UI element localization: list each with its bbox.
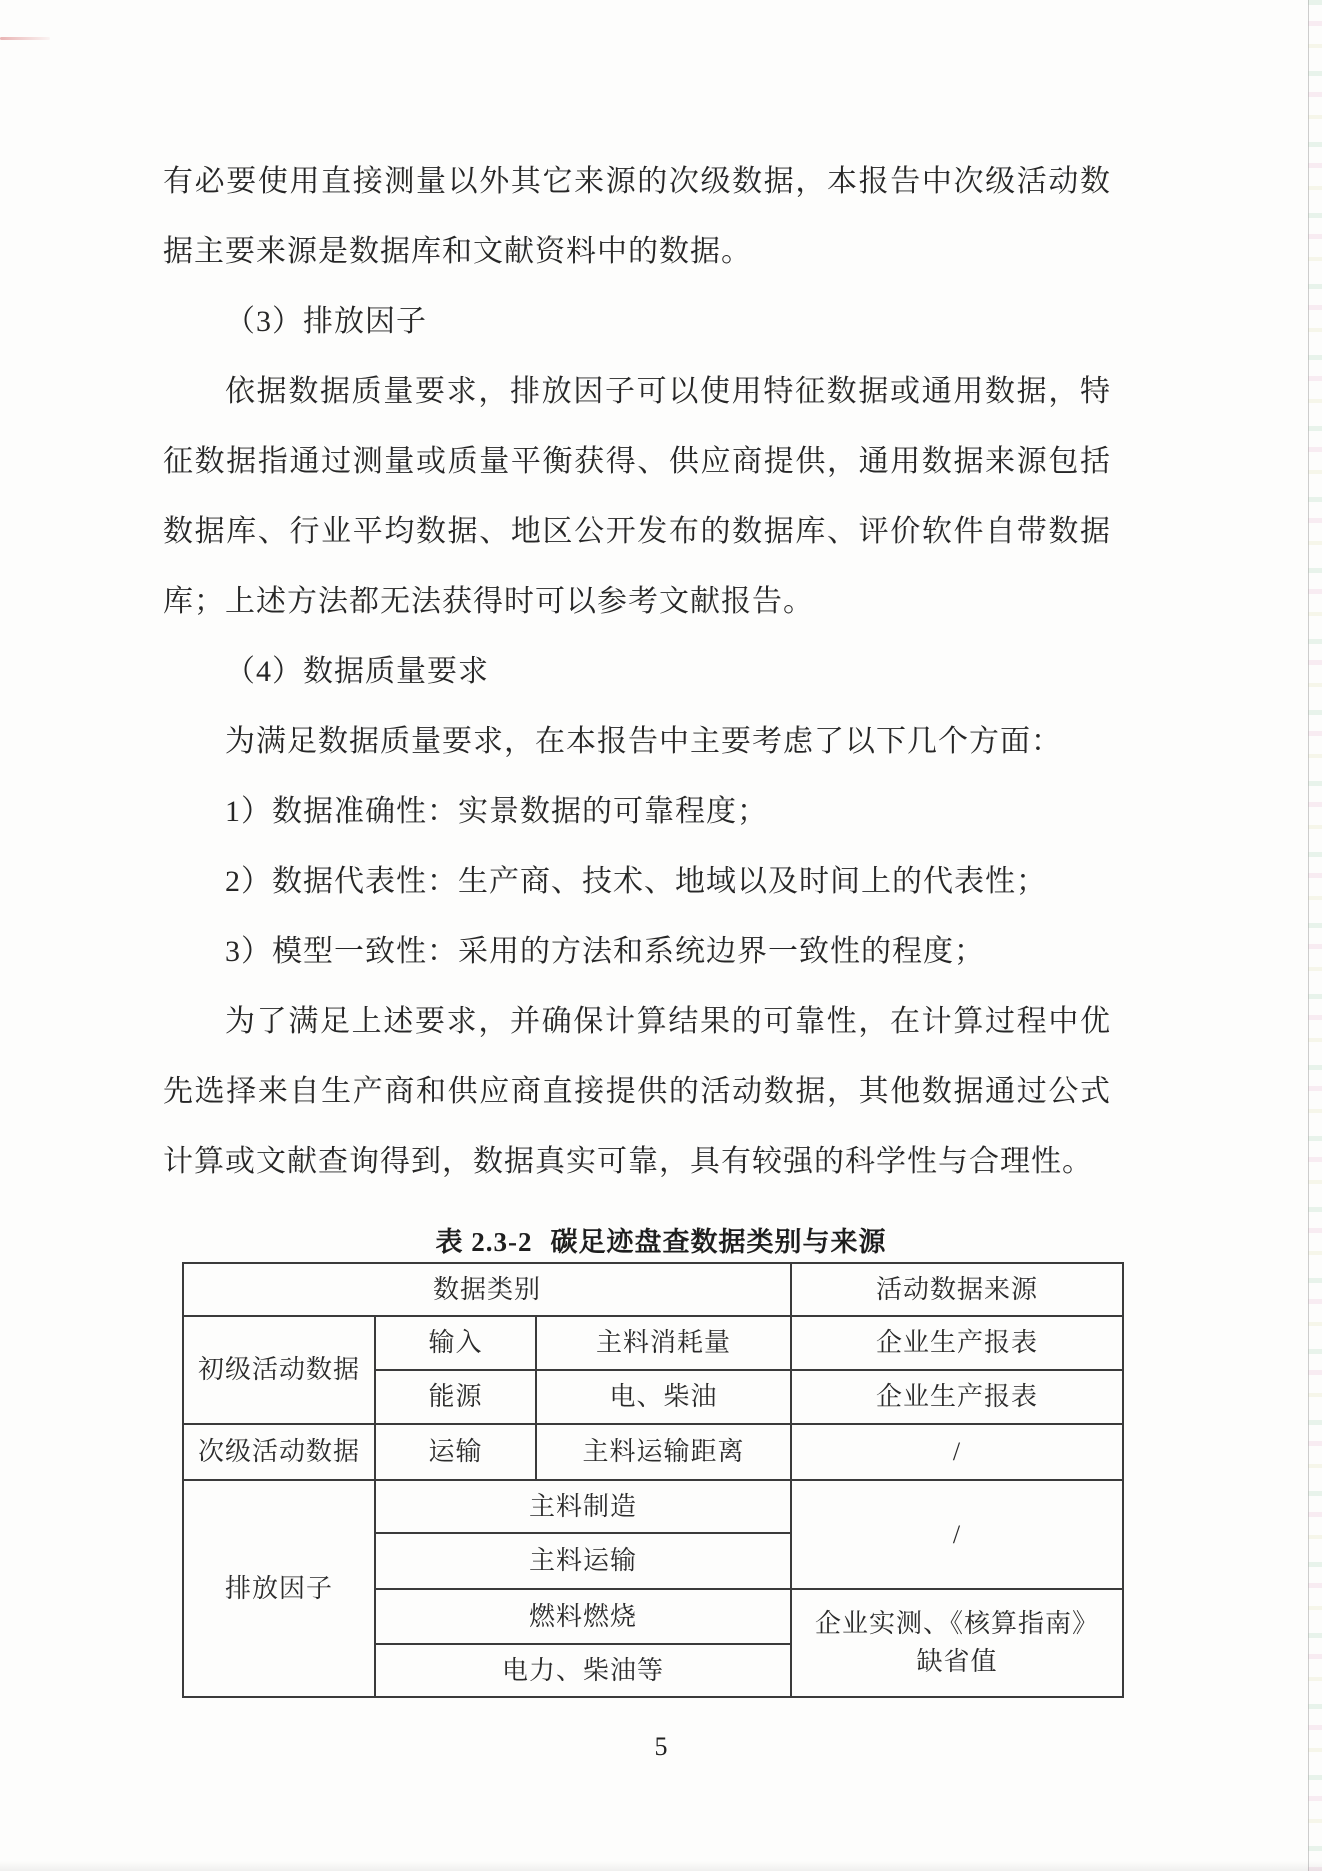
paragraph-conclusion: 为了满足上述要求，并确保计算结果的可靠性，在计算过程中优先选择来自生产商和供应商直接提供的活动数据，其他数据通过公式计算或文献查询得到，数据真实可靠，具有较强的科学性与合理性。 <box>163 1005 1111 1178</box>
cell-electricity-diesel-etc: 电力、柴油等 <box>375 1644 791 1697</box>
list-item-representativeness: 2）数据代表性：生产商、技术、地域以及时间上的代表性； <box>225 865 1047 898</box>
cell-emission-factor: 排放因子 <box>183 1480 375 1697</box>
header-activity-source: 活动数据来源 <box>791 1263 1123 1316</box>
cell-secondary-activity-data: 次级活动数据 <box>183 1424 375 1480</box>
cell-transport: 运输 <box>375 1424 536 1480</box>
heading-data-quality: （4）数据质量要求 <box>225 655 489 688</box>
cell-fuel-combustion: 燃料燃烧 <box>375 1589 791 1644</box>
list-item-consistency: 3）模型一致性：采用的方法和系统边界一致性的程度； <box>225 935 985 968</box>
cell-input: 输入 <box>375 1316 536 1370</box>
page-number: 5 <box>654 1732 668 1761</box>
paragraph-continuation: 有必要使用直接测量以外其它来源的次级数据，本报告中次级活动数据主要来源是数据库和文献资料中的数据。 <box>163 165 1111 268</box>
cell-source-slash-emission: / <box>791 1480 1123 1589</box>
table-caption-title: 碳足迹盘查数据类别与来源 <box>550 1227 887 1257</box>
cell-energy: 能源 <box>375 1370 536 1424</box>
header-data-category: 数据类别 <box>183 1263 791 1316</box>
cell-source-measured-guideline: 企业实测、《核算指南》缺省值 <box>791 1589 1123 1697</box>
cell-main-material-consumption: 主料消耗量 <box>536 1316 791 1370</box>
cell-main-material-manufacture: 主料制造 <box>375 1480 791 1533</box>
heading-emission-factor: （3）排放因子 <box>225 305 427 338</box>
body-text <box>163 147 1111 1197</box>
cell-source-slash-transport: / <box>791 1424 1123 1480</box>
cell-electricity-diesel: 电、柴油 <box>536 1370 791 1424</box>
scan-artifact-pink-line <box>0 37 50 40</box>
cell-source-report-input: 企业生产报表 <box>791 1316 1123 1370</box>
scan-artifact-bottom-shadow <box>0 1861 1322 1871</box>
paragraph-data-quality-intro: 为满足数据质量要求，在本报告中主要考虑了以下几个方面： <box>225 725 1062 758</box>
cell-source-report-energy: 企业生产报表 <box>791 1370 1123 1424</box>
cell-main-material-transport: 主料运输 <box>375 1533 791 1589</box>
table-caption-label: 表 2.3-2 <box>435 1227 533 1257</box>
data-source-table <box>182 1262 1124 1698</box>
cell-main-material-transport-distance: 主料运输距离 <box>536 1424 791 1480</box>
table-caption <box>0 1220 1322 1259</box>
scan-artifact-right-edge <box>1308 0 1322 1871</box>
cell-primary-activity-data: 初级活动数据 <box>183 1316 375 1424</box>
list-item-accuracy: 1）数据准确性：实景数据的可靠程度； <box>225 795 768 828</box>
paragraph-emission-factor: 依据数据质量要求，排放因子可以使用特征数据或通用数据，特征数据指通过测量或质量平衡获得、供应商提供，通用数据来源包括数据库、行业平均数据、地区公开发布的数据库、评价软件自带数据库；上述方法都无法获得时可以参考文献报告。 <box>163 375 1111 618</box>
